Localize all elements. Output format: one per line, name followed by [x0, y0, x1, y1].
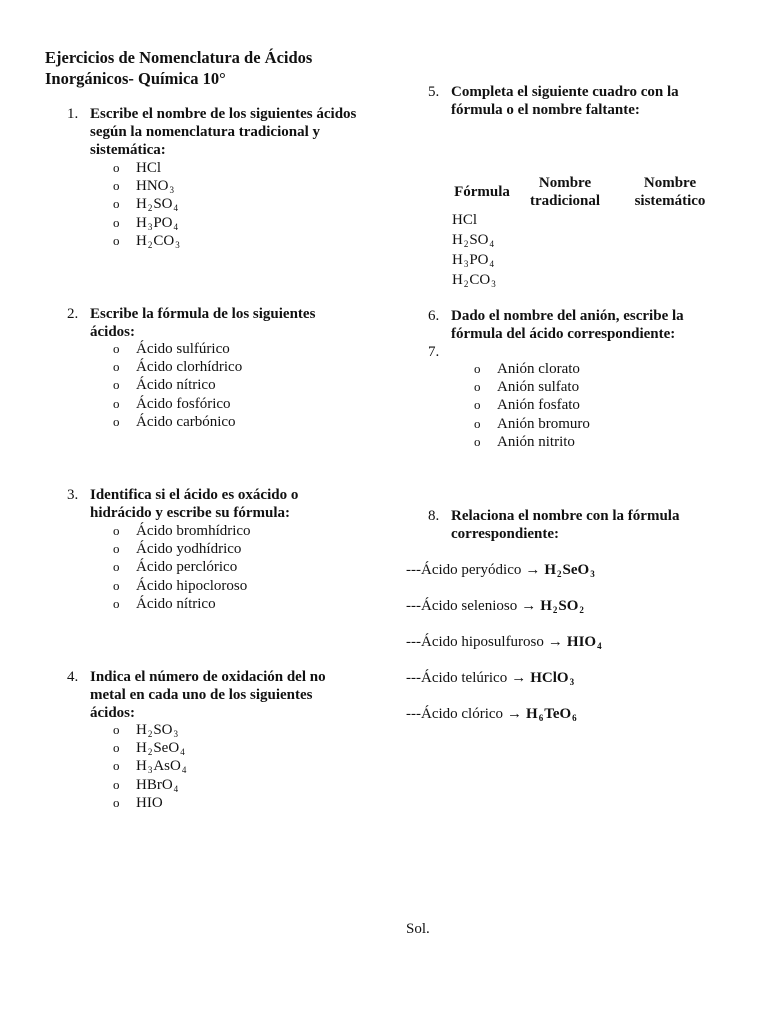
arrow-icon: →	[521, 598, 537, 614]
item-text: Ácido carbónico	[136, 413, 236, 430]
formula-subscript: 6	[538, 713, 544, 723]
question-number: 2.	[67, 306, 79, 322]
item-text: Ácido nítrico	[136, 377, 216, 394]
formula-subscript: 4	[180, 747, 185, 758]
question-number: 5.	[428, 84, 440, 100]
acid-name: ---Ácido clórico	[406, 706, 504, 722]
bullet: o	[474, 397, 481, 413]
formula-subscript: 3	[463, 259, 469, 269]
item-text: Anión clorato	[497, 361, 580, 377]
item-text: Anión fosfato	[497, 397, 580, 414]
formula-text: $H_2SeO_4$	[136, 740, 185, 758]
arrow-icon: →	[511, 670, 527, 686]
formula-subscript: 3	[175, 239, 180, 250]
bullet: o	[113, 541, 120, 557]
table-row-formula: HCl	[452, 212, 478, 228]
question-number: 3.	[67, 487, 79, 503]
formula-subscript: 4	[173, 203, 179, 214]
formula-text: HClO$_3$	[530, 670, 575, 687]
formula-subscript: 4	[181, 765, 187, 776]
bullet: o	[113, 722, 120, 737]
question-text: Relaciona el nombre con la fórmula correspondiente:	[451, 508, 680, 542]
formula-subscript: 2	[463, 239, 469, 249]
formula-text: $H_2CO_3$	[136, 232, 180, 250]
table-row-formula: $H_2SO_4$	[452, 232, 495, 249]
bullet: o	[113, 232, 120, 248]
formula-text: HCl	[136, 160, 162, 176]
formula-subscript: 3	[147, 221, 153, 232]
table-row-formula: $H_2CO_3$	[452, 272, 496, 289]
matching-pair	[406, 705, 578, 723]
formula-text: $H_2SeO_3$	[544, 562, 595, 579]
formula-subscript: 2	[147, 203, 153, 214]
item-text: Ácido fosfórico	[136, 395, 231, 412]
table-header-formula: Fórmula	[454, 184, 510, 200]
question-text: Escribe el nombre de los siguientes ácidos según la nomenclatura tradicional y sistemática:	[90, 106, 357, 158]
bullet: o	[113, 758, 120, 774]
item-text: Ácido nítrico	[136, 595, 216, 612]
bullet: o	[113, 523, 120, 538]
item-text: Ácido yodhídrico	[136, 541, 242, 558]
question-number: 4.	[67, 669, 79, 685]
bullet: o	[113, 776, 120, 792]
formula-subscript: 4	[173, 783, 179, 794]
question-text: Indica el número de oxidación del no metal en cada uno de los siguientes ácidos:	[90, 669, 326, 721]
formula-subscript: 2	[147, 729, 153, 739]
bullet: o	[113, 794, 120, 810]
question-number: 1.	[67, 106, 79, 122]
bullet: o	[113, 178, 120, 194]
arrow-icon: →	[507, 706, 523, 722]
bullet: o	[113, 740, 120, 756]
item-text: Ácido sulfúrico	[136, 341, 230, 357]
bullet: o	[474, 433, 481, 449]
formula-text: $H_3PO_4$	[136, 214, 179, 232]
item-text: Ácido perclórico	[136, 559, 238, 576]
item-text: Anión bromuro	[497, 415, 590, 432]
bullet: o	[113, 577, 120, 593]
formula-subscript: 3	[590, 569, 595, 579]
bullet: o	[113, 559, 120, 575]
formula-text: $HIO_4$	[566, 634, 602, 651]
formula-subscript: 4	[489, 259, 495, 269]
footer-text: Sol.	[406, 921, 430, 937]
formula-subscript: 3	[491, 279, 496, 289]
bullet: o	[113, 377, 120, 393]
item-text: Anión sulfato	[497, 379, 580, 396]
formula-text: HIO	[136, 794, 163, 811]
formula-text: $HNO_3$	[136, 178, 174, 196]
question-text: Escribe la fórmula de los siguientes ácidos:	[90, 306, 316, 340]
table-row-formula: $H_3PO_4$	[452, 252, 495, 269]
formula-text: $H_2SO_2$	[540, 598, 584, 615]
formula-subscript: 2	[147, 747, 153, 758]
arrow-icon: →	[547, 634, 563, 650]
bullet: o	[113, 160, 120, 175]
bullet: o	[113, 359, 120, 375]
bullet: o	[113, 341, 120, 356]
bullet: o	[113, 595, 120, 611]
formula-text: $H_2SO_4$	[136, 196, 179, 214]
formula-subscript: 3	[569, 677, 575, 687]
formula-subscript: 2	[557, 569, 562, 579]
formula-subscript: 3	[173, 729, 179, 739]
formula-text: $H_3AsO_4$	[136, 758, 187, 776]
bullet: o	[113, 214, 120, 230]
question-text: Completa el siguiente cuadro con la fórmula o el nombre faltante:	[451, 84, 679, 118]
acid-name: ---Ácido telúrico	[406, 670, 508, 686]
bullet: o	[113, 395, 120, 411]
formula-subscript: 2	[552, 605, 558, 615]
matching-pair	[406, 597, 585, 615]
acid-name: ---Ácido peryódico	[406, 562, 522, 578]
formula-subscript: 3	[169, 185, 174, 196]
bullet: o	[474, 379, 481, 395]
acid-name: ---Ácido hiposulfuroso	[406, 634, 544, 650]
item-text: Ácido hipocloroso	[136, 577, 248, 594]
bullet: o	[474, 415, 481, 431]
question-number: 7.	[428, 344, 440, 360]
question-number: 8.	[428, 508, 440, 524]
matching-pair	[406, 669, 575, 687]
matching-pair	[406, 561, 596, 579]
table-header-traditional: Nombre tradicional	[530, 175, 600, 209]
title-line-2: Inorgánicos- Química 10°	[45, 69, 226, 88]
formula-subscript: 2	[579, 605, 584, 615]
item-text: Anión nitrito	[497, 433, 575, 450]
formula-text: $H_6TeO_6$	[526, 706, 577, 723]
acid-name: ---Ácido selenioso	[406, 598, 518, 614]
bullet: o	[113, 196, 120, 212]
formula-text: $H_2SO_3$	[136, 722, 179, 739]
formula-subscript: 3	[147, 765, 153, 776]
formula-subscript: 6	[572, 713, 577, 723]
bullet: o	[113, 413, 120, 429]
item-text: Ácido clorhídrico	[136, 359, 243, 376]
question-text: Identifica si el ácido es oxácido o hidrácido y escribe su fórmula:	[90, 487, 299, 521]
formula-text: HBrO$_4$	[136, 776, 179, 794]
item-text: Ácido bromhídrico	[136, 523, 251, 539]
formula-subscript: 2	[147, 239, 153, 250]
matching-pair	[406, 633, 603, 651]
bullet: o	[474, 361, 481, 376]
title-line-1: Ejercicios de Nomenclatura de Ácidos	[45, 48, 313, 67]
question-number: 6.	[428, 308, 440, 324]
formula-subscript: 2	[463, 279, 469, 289]
formula-subscript: 4	[597, 641, 602, 651]
arrow-icon: →	[525, 562, 541, 578]
formula-subscript: 4	[173, 221, 179, 232]
formula-subscript: 4	[489, 239, 495, 249]
page-title	[45, 47, 312, 89]
question-text: Dado el nombre del anión, escribe la fórmula del ácido correspondiente:	[451, 308, 684, 342]
table-header-systematic: Nombre sistemático	[634, 175, 706, 209]
